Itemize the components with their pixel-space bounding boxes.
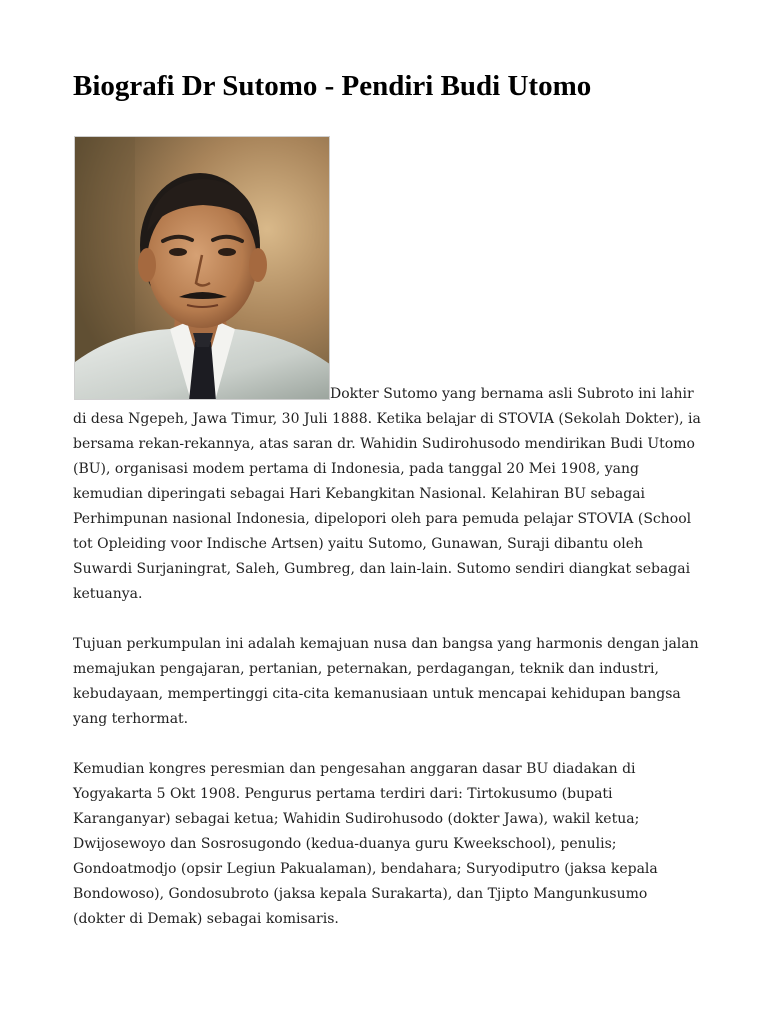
- paragraph-3: Kemudian kongres peresmian dan pengesahan anggaran dasar BU diadakan di Yogyakarta 5 Okt 1908. Pengurus pertama terdiri dari: Tirtokusumo (bupati Karanganyar) sebagai ketua; Wahidin Sudirohusodo (dokter Jawa), wakil ketua; Dwijosewoyo dan Sosrosugondo (kedua-duanya guru Kweekschool), penulis; Gondoatmodjo (opsir Legiun Pakualaman), bendahara; Suryodiputro (jaksa kepala Bondowoso), Gondosubroto (jaksa kepala Surakarta), dan Tjipto Mangunkusumo (dokter di Demak) sebagai komisaris.: [73, 761, 658, 927]
- image-spacer: [73, 382, 329, 392]
- article-body: [73, 382, 703, 957]
- paragraph-2: Tujuan perkumpulan ini adalah kemajuan nusa dan bangsa yang harmonis dengan jalan memajukan pengajaran, pertanian, peternakan, perdagangan, teknik dan industri, kebudayaan, mempertinggi cita-cita kemanusiaan untuk mencapai kehidupan bangsa yang terhormat.: [73, 636, 699, 727]
- page-title: Biografi Dr Sutomo - Pendiri Budi Utomo: [73, 70, 592, 102]
- paragraph-1: [73, 382, 703, 607]
- paragraph-1-text: Dokter Sutomo yang bernama asli Subroto ini lahir di desa Ngepeh, Jawa Timur, 30 Juli 1888. Ketika belajar di STOVIA (Sekolah Dokter), ia bersama rekan-rekannya, atas saran dr. Wahidin Sudirohusodo mendirikan Budi Utomo (BU), organisasi modem pertama di Indonesia, pada tanggal 20 Mei 1908, yang kemudian diperingati sebagai Hari Kebangkitan Nasional. Kelahiran BU sebagai Perhimpunan nasional Indonesia, dipelopori oleh para pemuda pelajar STOVIA (School tot Opleiding voor Indische Artsen) yaitu Sutomo, Gunawan, Suraji dibantu oleh Suwardi Surjaningrat, Saleh, Gumbreg, dan lain-lain. Sutomo sendiri diangkat sebagai ketuanya.: [73, 386, 701, 602]
- portrait-photo: [74, 136, 330, 400]
